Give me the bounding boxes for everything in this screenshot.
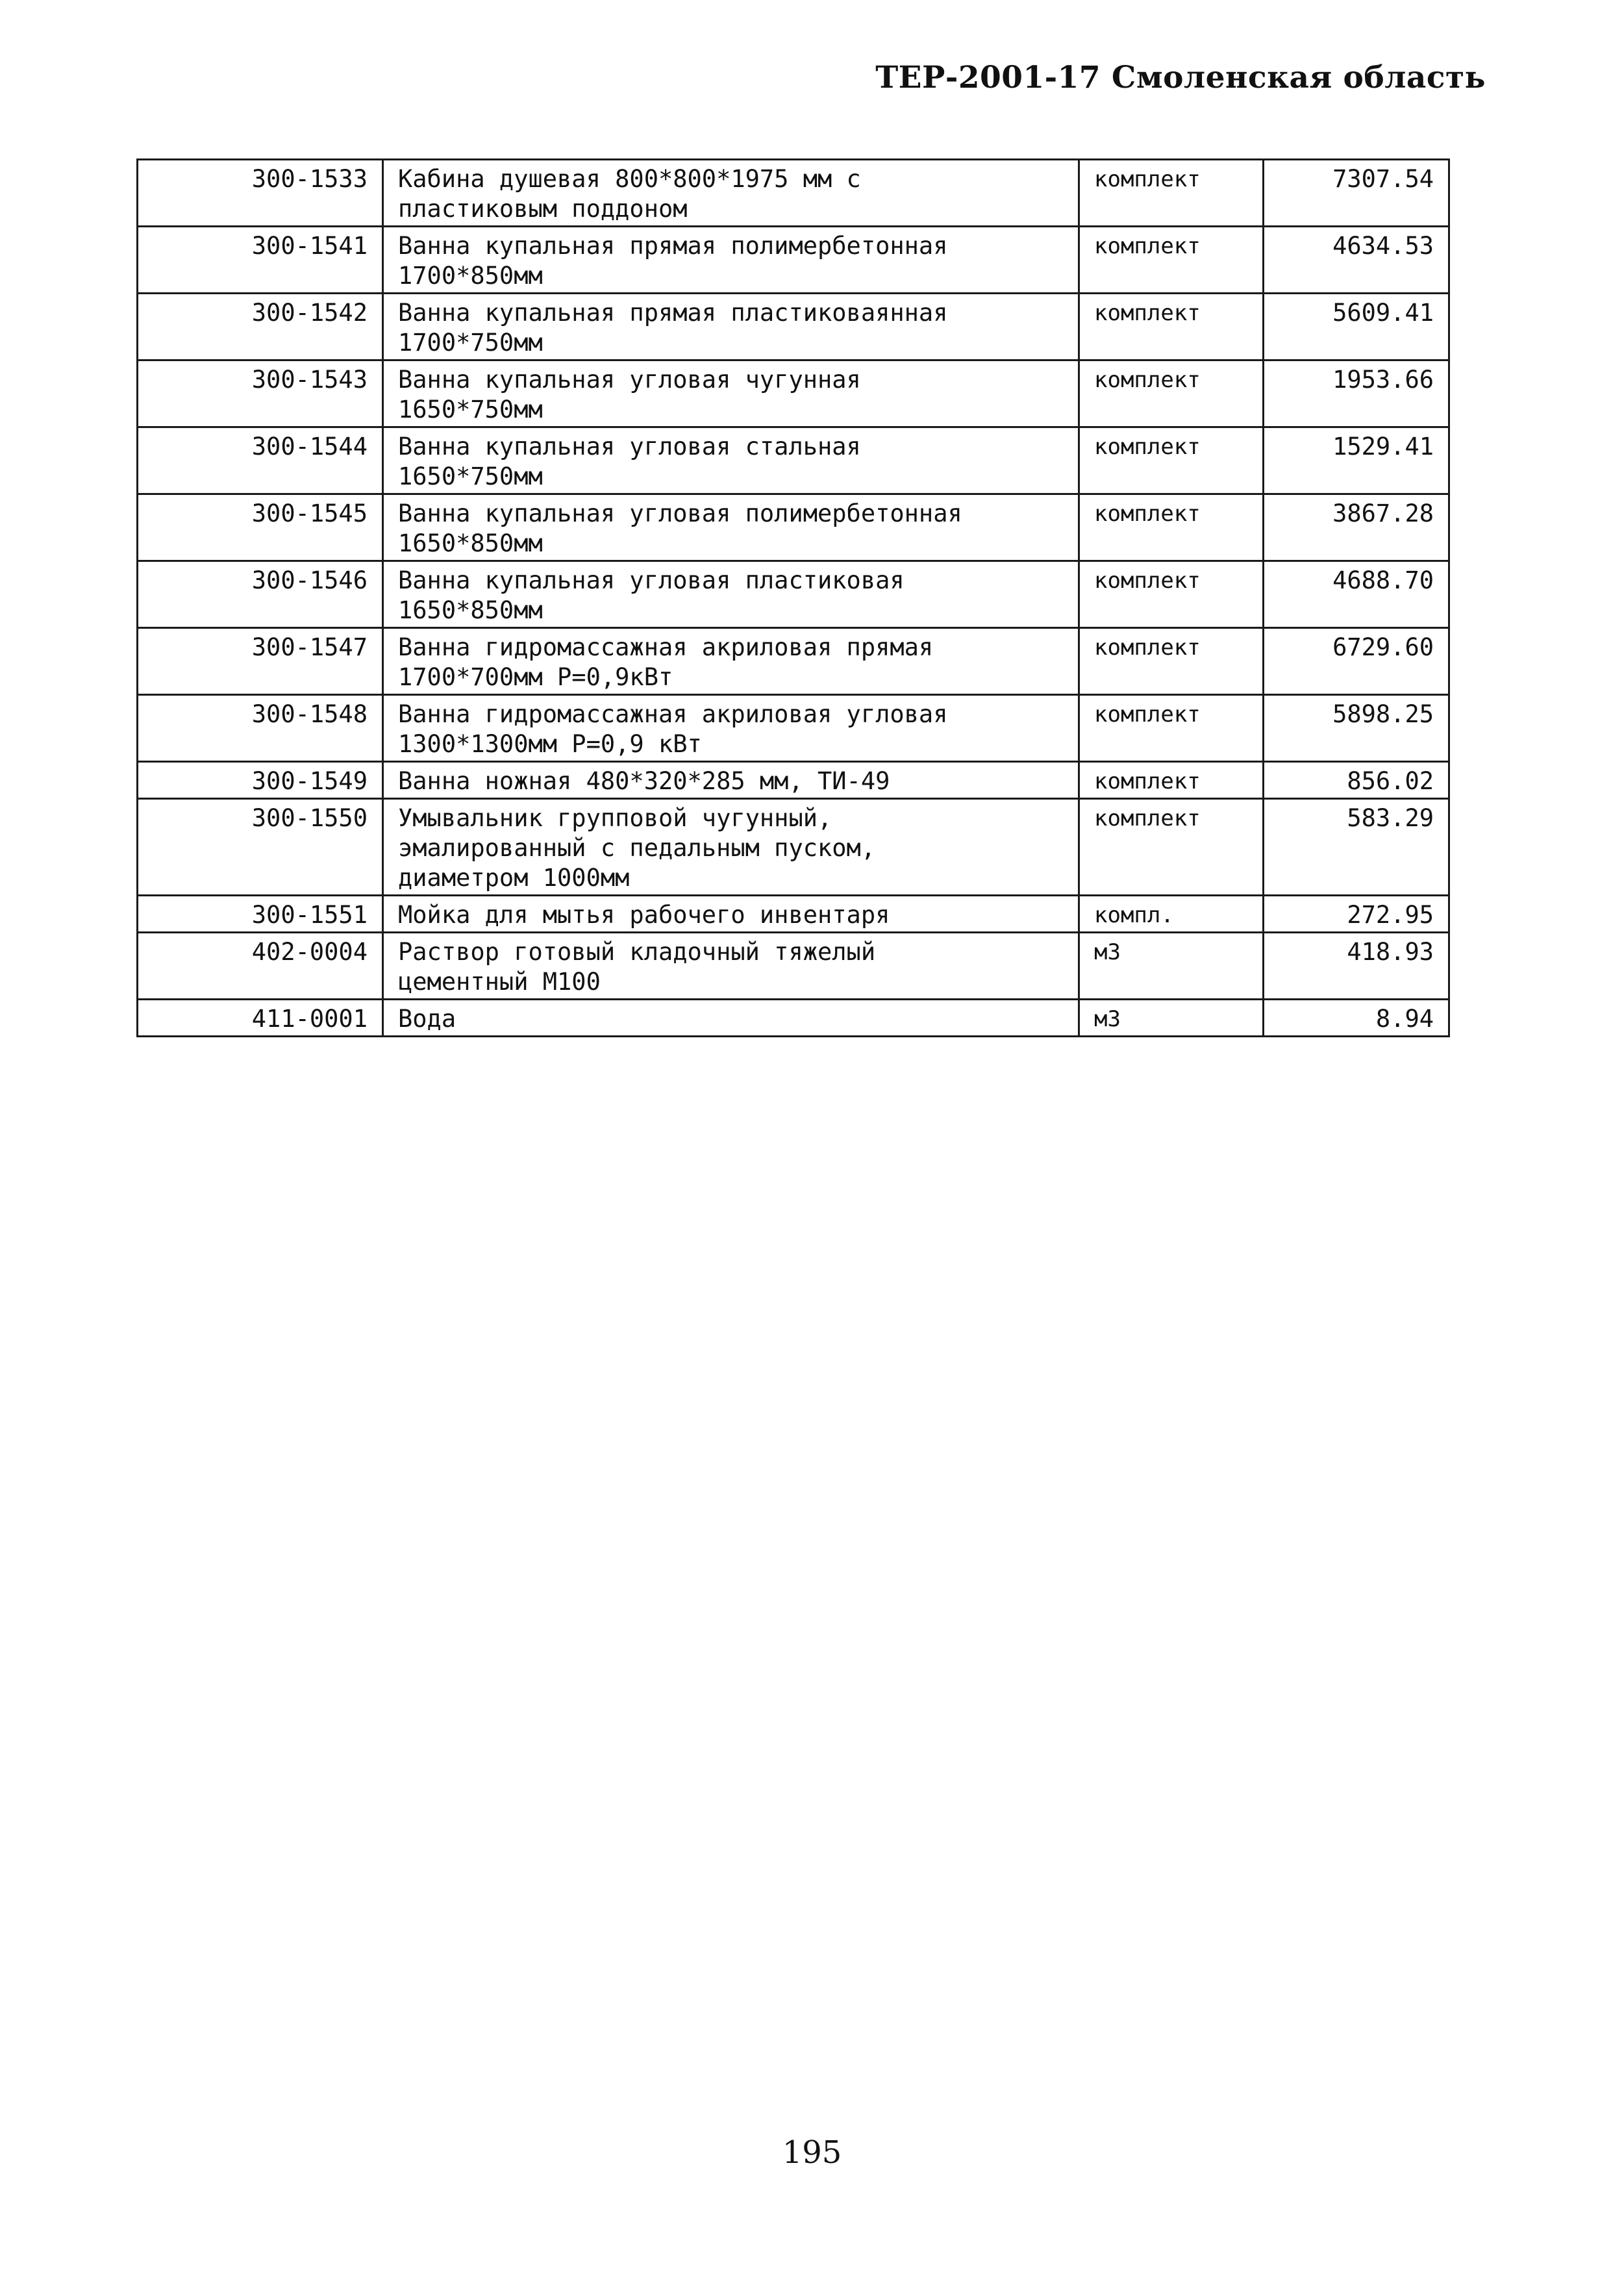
row-price: 8.94 bbox=[1264, 1000, 1449, 1037]
table-row bbox=[138, 561, 1449, 628]
row-price: 1529.41 bbox=[1264, 427, 1449, 494]
table-row bbox=[138, 799, 1449, 896]
row-name bbox=[383, 695, 1079, 762]
row-unit: комплект bbox=[1079, 799, 1264, 896]
row-name-line: Вода bbox=[398, 1005, 456, 1033]
row-name-line: Ванна гидромассажная акриловая прямая bbox=[398, 633, 934, 661]
row-name-line: Ванна купальная угловая чугунная bbox=[398, 366, 861, 394]
row-unit: комплект bbox=[1079, 160, 1264, 227]
row-unit: комплект bbox=[1079, 561, 1264, 628]
row-unit: комплект bbox=[1079, 294, 1264, 360]
row-unit: комплект bbox=[1079, 628, 1264, 695]
row-name bbox=[383, 799, 1079, 896]
row-name-line: 1650*750мм bbox=[398, 396, 543, 423]
row-code: 300-1533 bbox=[138, 160, 383, 227]
row-name-line: Ванна купальная угловая пластиковая bbox=[398, 566, 905, 594]
row-name-line: 1300*1300мм Р=0,9 кВт bbox=[398, 730, 702, 758]
row-code: 300-1542 bbox=[138, 294, 383, 360]
row-name-line: Ванна ножная 480*320*285 мм, ТИ-49 bbox=[398, 767, 890, 795]
row-price: 7307.54 bbox=[1264, 160, 1449, 227]
row-name bbox=[383, 896, 1079, 933]
row-name-line: 1700*750мм bbox=[398, 329, 543, 357]
row-name bbox=[383, 227, 1079, 294]
row-name bbox=[383, 1000, 1079, 1037]
table-row bbox=[138, 160, 1449, 227]
row-code: 300-1546 bbox=[138, 561, 383, 628]
row-name-line: 1650*850мм bbox=[398, 596, 543, 624]
table-row bbox=[138, 494, 1449, 561]
row-name-line: диаметром 1000мм bbox=[398, 864, 630, 892]
row-name-line: 1700*700мм Р=0,9кВт bbox=[398, 663, 673, 691]
row-name-line: пластиковым поддоном bbox=[398, 195, 688, 223]
table-row bbox=[138, 360, 1449, 427]
row-name bbox=[383, 294, 1079, 360]
row-code: 300-1551 bbox=[138, 896, 383, 933]
row-code: 300-1543 bbox=[138, 360, 383, 427]
row-price: 856.02 bbox=[1264, 762, 1449, 799]
row-name-line: Ванна купальная угловая полимербетонная bbox=[398, 499, 962, 527]
row-code: 411-0001 bbox=[138, 1000, 383, 1037]
row-name-line: 1700*850мм bbox=[398, 262, 543, 290]
table-row bbox=[138, 294, 1449, 360]
row-price: 6729.60 bbox=[1264, 628, 1449, 695]
table-row bbox=[138, 227, 1449, 294]
row-name-line: цементный М100 bbox=[398, 968, 601, 996]
row-price: 5898.25 bbox=[1264, 695, 1449, 762]
row-unit: комплект bbox=[1079, 494, 1264, 561]
page-number: 195 bbox=[782, 2134, 842, 2171]
table-row bbox=[138, 628, 1449, 695]
row-name-line: 1650*850мм bbox=[398, 529, 543, 557]
row-name-line: Мойка для мытья рабочего инвентаря bbox=[398, 901, 890, 929]
row-code: 300-1541 bbox=[138, 227, 383, 294]
row-unit: комплект bbox=[1079, 360, 1264, 427]
row-name-line: Ванна купальная угловая стальная bbox=[398, 433, 861, 461]
page-header-title: ТЕР-2001-17 Смоленская область bbox=[875, 60, 1486, 95]
row-name-line: Умывальник групповой чугунный, bbox=[398, 804, 832, 832]
row-name-line: Кабина душевая 800*800*1975 мм с bbox=[398, 165, 861, 193]
row-name-line: Ванна гидромассажная акриловая угловая bbox=[398, 700, 948, 728]
row-unit: компл. bbox=[1079, 896, 1264, 933]
row-name bbox=[383, 933, 1079, 1000]
row-code: 300-1547 bbox=[138, 628, 383, 695]
row-code: 300-1548 bbox=[138, 695, 383, 762]
row-price: 583.29 bbox=[1264, 799, 1449, 896]
row-name-line: Ванна купальная прямая пластиковаянная bbox=[398, 299, 948, 327]
row-price: 4688.70 bbox=[1264, 561, 1449, 628]
table-row bbox=[138, 1000, 1449, 1037]
price-table-body bbox=[138, 160, 1449, 1037]
row-price: 4634.53 bbox=[1264, 227, 1449, 294]
price-table-container bbox=[136, 158, 1448, 1037]
row-code: 300-1549 bbox=[138, 762, 383, 799]
row-unit: комплект bbox=[1079, 227, 1264, 294]
row-name bbox=[383, 494, 1079, 561]
row-code: 402-0004 bbox=[138, 933, 383, 1000]
row-name bbox=[383, 160, 1079, 227]
table-row bbox=[138, 762, 1449, 799]
row-unit: комплект bbox=[1079, 762, 1264, 799]
row-unit: м3 bbox=[1079, 1000, 1264, 1037]
row-code: 300-1545 bbox=[138, 494, 383, 561]
row-name-line: Раствор готовый кладочный тяжелый bbox=[398, 938, 876, 966]
row-name-line: Ванна купальная прямая полимербетонная bbox=[398, 232, 948, 260]
table-row bbox=[138, 695, 1449, 762]
row-name bbox=[383, 561, 1079, 628]
table-row bbox=[138, 933, 1449, 1000]
row-price: 1953.66 bbox=[1264, 360, 1449, 427]
row-name bbox=[383, 762, 1079, 799]
row-unit: комплект bbox=[1079, 427, 1264, 494]
row-price: 272.95 bbox=[1264, 896, 1449, 933]
row-code: 300-1544 bbox=[138, 427, 383, 494]
row-code: 300-1550 bbox=[138, 799, 383, 896]
price-table bbox=[136, 158, 1450, 1037]
row-price: 5609.41 bbox=[1264, 294, 1449, 360]
row-name bbox=[383, 360, 1079, 427]
row-name bbox=[383, 427, 1079, 494]
table-row bbox=[138, 427, 1449, 494]
row-price: 3867.28 bbox=[1264, 494, 1449, 561]
row-unit: комплект bbox=[1079, 695, 1264, 762]
row-name bbox=[383, 628, 1079, 695]
table-row bbox=[138, 896, 1449, 933]
row-price: 418.93 bbox=[1264, 933, 1449, 1000]
row-name-line: эмалированный с педальным пуском, bbox=[398, 834, 876, 862]
row-unit: м3 bbox=[1079, 933, 1264, 1000]
row-name-line: 1650*750мм bbox=[398, 462, 543, 490]
